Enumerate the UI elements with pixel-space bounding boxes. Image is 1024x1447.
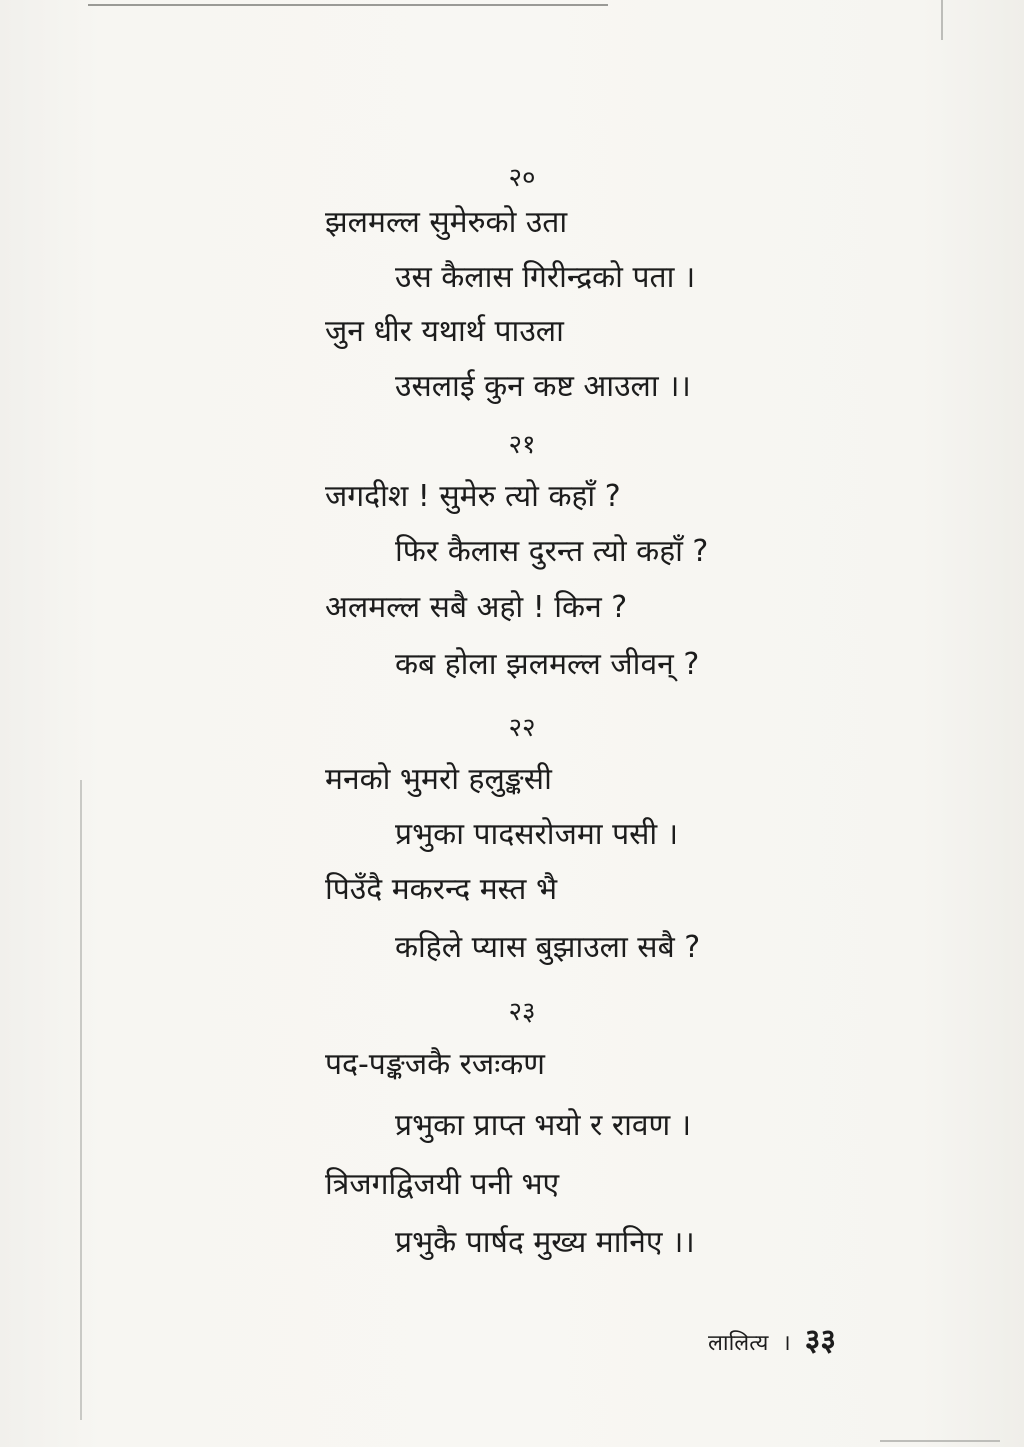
- footer-separator: ।: [782, 1331, 791, 1356]
- page-edge-bottom: [880, 1440, 1000, 1442]
- verse-line: कहिले प्यास बुझाउला सबै ?: [395, 930, 701, 965]
- verse-line: झलमल्ल सुमेरुको उता: [325, 205, 568, 240]
- verse-line: जुन धीर यथार्थ पाउला: [325, 314, 564, 349]
- verse-line: उस कैलास गिरीन्द्रको पता ।: [395, 260, 696, 295]
- page-number: ३३: [804, 1323, 836, 1358]
- verse-number: २१: [508, 430, 536, 460]
- verse-line: मनको भुमरो हलुङ्कसी: [325, 762, 552, 797]
- verse-line: अलमल्ल सबै अहो ! किन ?: [325, 590, 628, 625]
- verse-line: प्रभुका पादसरोजमा पसी ।: [395, 817, 679, 852]
- page-edge-left: [80, 780, 82, 1420]
- verse-number: २०: [508, 163, 536, 193]
- verse-line: पिउँदै मकरन्द मस्त भै: [325, 872, 558, 907]
- page-edge-right: [941, 0, 943, 40]
- verse-line: त्रिजगद्विजयी पनी भए: [325, 1167, 560, 1202]
- page-footer: [708, 1318, 836, 1359]
- page-edge-top: [88, 4, 608, 6]
- verse-line: पद-पङ्कजकै रजःकण: [325, 1047, 545, 1082]
- footer-title: लालित्य: [708, 1331, 769, 1356]
- verse-line: प्रभुका प्राप्त भयो र रावण ।: [395, 1108, 692, 1143]
- verse-number: २२: [508, 713, 536, 743]
- verse-line: फिर कैलास दुरन्त त्यो कहाँ ?: [395, 534, 709, 569]
- verse-number: २३: [508, 997, 536, 1027]
- verse-line: उसलाई कुन कष्ट आउला ।।: [395, 369, 691, 404]
- verse-line: प्रभुकै पार्षद मुख्य मानिए ।।: [395, 1225, 695, 1260]
- verse-line: जगदीश ! सुमेरु त्यो कहाँ ?: [325, 479, 621, 514]
- verse-line: कब होला झलमल्ल जीवन् ?: [395, 647, 700, 682]
